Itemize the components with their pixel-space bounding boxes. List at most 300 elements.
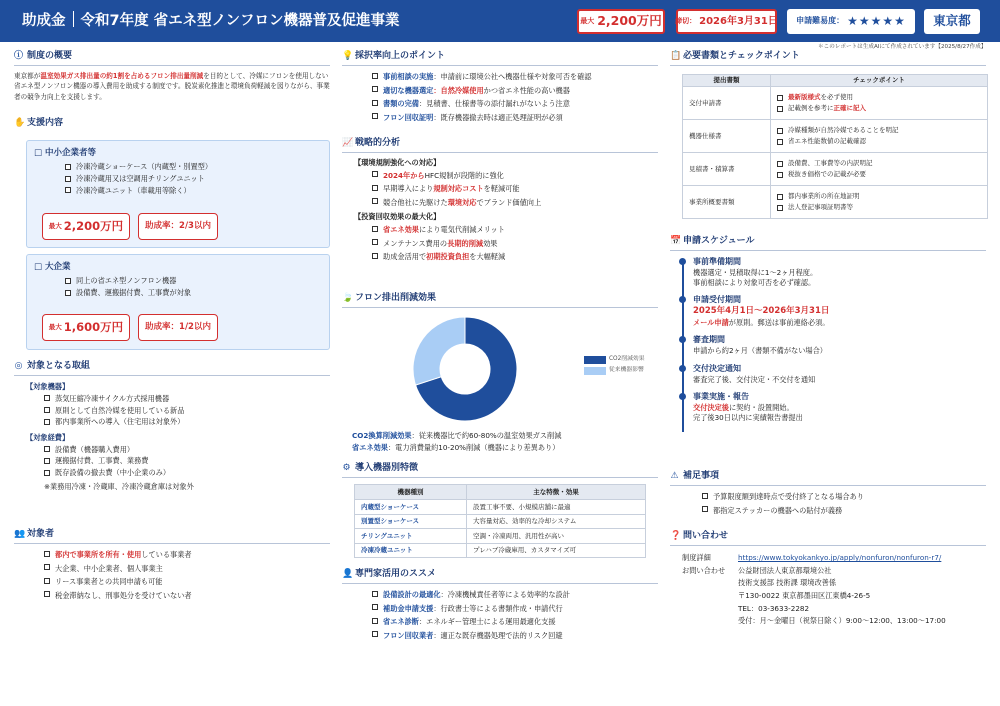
checkbox-icon xyxy=(372,113,378,119)
checklist-text xyxy=(383,251,505,263)
equipment-title: 導入機器別特徴 xyxy=(355,463,419,473)
checklist-text xyxy=(713,491,864,503)
max-amount-badge xyxy=(577,9,665,34)
doc-check-cell xyxy=(771,87,988,120)
checklist-text xyxy=(383,112,563,124)
item-pre: 競合他社に先駆けた xyxy=(383,197,448,207)
doc-name-cell: 見積書・積算書 xyxy=(683,153,771,186)
doc-name-cell: 機器仕様書 xyxy=(683,120,771,153)
checklist-text xyxy=(383,616,556,628)
checklist-text xyxy=(76,288,191,298)
docs-title: 必要書類とチェックポイント xyxy=(683,51,800,61)
equipment-type-cell: 冷凍冷蔵ユニット xyxy=(355,543,467,558)
equip-label: 【対象機器】 xyxy=(26,382,70,392)
equipment-row xyxy=(355,500,646,515)
step-line xyxy=(693,403,986,413)
energy-note xyxy=(352,442,652,454)
co2-text: ：従来機器比で約60-80%の温室効果ガス削減 xyxy=(411,431,562,440)
equipment-type-cell: チリングユニット xyxy=(355,529,467,544)
docs-heading xyxy=(670,50,986,66)
doc-name-cell: 交付申請書 xyxy=(683,87,771,120)
item-text: 冷凍冷蔵ユニット（車載用等除く） xyxy=(76,185,191,195)
calendar-icon: 📅 xyxy=(670,235,682,246)
doc-check-item xyxy=(777,126,981,135)
checklist-text xyxy=(55,445,134,455)
sme-title: □ 中小企業者等 xyxy=(34,148,96,158)
targets-section xyxy=(14,360,330,492)
contact-line: 公益財団法人東京都環境公社 xyxy=(738,565,832,575)
schedule-step xyxy=(676,257,986,287)
expert-list xyxy=(372,589,658,641)
eligible-list xyxy=(44,549,330,601)
deadline-badge xyxy=(676,9,777,34)
item-text: 都内事業所への導入（住宅用は対象外） xyxy=(55,417,185,427)
docs-row xyxy=(683,120,988,153)
step-line xyxy=(693,278,986,288)
checklist-text xyxy=(788,126,899,135)
clipboard-check-icon: 📋 xyxy=(670,50,682,61)
item-pre: 助成金活用で xyxy=(383,252,427,262)
item-rest: でブランド価値向上 xyxy=(476,197,542,207)
checkbox-icon xyxy=(65,187,71,193)
checkbox-icon xyxy=(44,419,50,425)
item-highlight: 2024年から xyxy=(383,170,425,180)
legend-item-co2 xyxy=(584,356,645,364)
large-rate: 助成率：1/2以内 xyxy=(145,321,211,332)
checklist-text xyxy=(788,93,853,102)
item-text: 都指定ステッカーの機器への貼付が義務 xyxy=(713,505,843,515)
adoption-title: 採択率向上のポイント xyxy=(355,51,446,61)
docs-header-row xyxy=(683,75,988,87)
overview-text-part: 温室効果ガス排出量の約1割を占めるフロン排出量削減 xyxy=(40,72,204,81)
contact-section xyxy=(670,530,986,628)
env-item xyxy=(372,170,658,182)
doc-check-item xyxy=(777,137,981,146)
checkbox-icon xyxy=(372,253,378,259)
adoption-section xyxy=(342,50,658,125)
inv-item xyxy=(372,251,658,263)
large-title: □ 大企業 xyxy=(34,262,71,272)
effect-section xyxy=(342,292,658,313)
expert-heading xyxy=(342,568,658,584)
item-highlight: 初期投資負担 xyxy=(426,252,470,262)
item-highlight: 最新版様式 xyxy=(788,93,821,102)
docs-row xyxy=(683,87,988,120)
contact-line: 〒130-0022 東京都墨田区江東橋4-26-5 xyxy=(738,590,871,600)
checklist-text xyxy=(383,238,497,250)
equipment-feature-cell: プレハブ冷蔵庫用、カスタマイズ可 xyxy=(467,543,646,558)
cost-label: 【対象経費】 xyxy=(26,433,70,443)
support-heading xyxy=(14,117,330,129)
item-bold: 書類の完備 xyxy=(383,99,419,109)
overview-title: 制度の概要 xyxy=(27,51,73,61)
co2-note xyxy=(352,430,652,442)
strategy-section xyxy=(342,137,658,265)
eligible-item xyxy=(44,563,330,575)
checklist-text xyxy=(383,603,563,615)
item-highlight: 長期的削減 xyxy=(447,238,484,248)
checkbox-icon xyxy=(372,239,378,245)
legend-item-old xyxy=(584,367,645,375)
checkbox-icon xyxy=(372,226,378,232)
category-label: 助成金 xyxy=(22,12,66,29)
item-highlight: 都内で事業所を所有・使用 xyxy=(55,550,142,560)
schedule-step xyxy=(676,335,986,356)
item-rest: 冷媒種類が自然冷媒であることを明記 xyxy=(788,126,899,135)
effect-heading xyxy=(342,292,658,308)
checkbox-icon xyxy=(44,578,50,584)
warning-icon: ⚠ xyxy=(670,470,679,481)
schedule-step xyxy=(676,364,986,385)
item-highlight: メール申請 xyxy=(693,317,729,327)
step-line xyxy=(693,375,986,385)
equipment-header-type: 機器種別 xyxy=(355,485,467,500)
effect-donut-chart xyxy=(410,314,520,424)
item-rest: により電気代削減メリット xyxy=(418,225,505,235)
item-rest: 法人登記事項証明書等 xyxy=(788,203,853,212)
docs-row xyxy=(683,153,988,186)
item-text: 既存設備の撤去費（中小企業のみ） xyxy=(55,468,171,478)
strategy-title: 戦略的分析 xyxy=(355,138,401,148)
item-rest: ：冷凍機械責任者等による効率的な設計 xyxy=(440,590,570,600)
item-bold: フロン回収証明 xyxy=(383,112,434,122)
sme-rate-pill xyxy=(138,213,218,240)
expert-title: 専門家活用のススメ xyxy=(355,569,437,579)
checklist-text xyxy=(55,456,148,466)
sme-max-pill xyxy=(42,213,130,240)
env-list xyxy=(372,170,658,209)
step-title: 審査期間 xyxy=(693,335,725,345)
checklist-text xyxy=(55,406,184,416)
item-rest: ：見積書、仕様書等の添付漏れがないよう注意 xyxy=(418,99,570,109)
user-tie-icon: 👤 xyxy=(342,568,354,579)
item-rest: かつ省エネ性能の高い機器 xyxy=(483,85,570,95)
doc-check-item xyxy=(777,93,981,102)
docs-header-doc: 提出書類 xyxy=(683,75,771,87)
equipment-header-features: 主な特徴・効果 xyxy=(467,485,646,500)
checkbox-icon xyxy=(372,73,378,79)
item-text: 予算限度額到達時点で受付終了となる場合あり xyxy=(713,492,864,502)
contact-inquiry-row xyxy=(682,565,986,628)
checkbox-icon xyxy=(777,95,783,101)
checklist-text xyxy=(383,197,541,209)
org-badge: 東京都 xyxy=(924,9,980,34)
checkbox-icon xyxy=(777,161,783,167)
gear-icon: ⚙ xyxy=(342,462,351,473)
step-period: 2025年4月1日〜2026年3月31日 xyxy=(693,306,830,317)
checkbox-icon xyxy=(44,564,50,570)
item-rest: ：エネルギー管理士による運用最適化支援 xyxy=(418,617,556,627)
strategy-heading xyxy=(342,137,658,153)
checklist-text xyxy=(713,505,842,517)
checklist-text xyxy=(55,549,192,561)
item-text: 運搬据付費、工事費、業務費 xyxy=(55,456,149,466)
item-rest: ：申請前に環境公社へ機器仕様や対象可否を確認 xyxy=(433,72,592,82)
supplement-list xyxy=(702,491,986,516)
adoption-heading xyxy=(342,50,658,66)
checkbox-icon xyxy=(372,198,378,204)
checkbox-icon xyxy=(372,604,378,610)
overview-text xyxy=(14,71,330,102)
equipment-type-cell: 別置型ショーケース xyxy=(355,514,467,529)
item-text: 原則として自然冷媒を使用している新品 xyxy=(55,405,185,415)
step-line xyxy=(693,413,986,423)
eligible-title: 対象者 xyxy=(27,529,55,539)
adoption-list xyxy=(372,71,658,123)
checklist-text xyxy=(788,203,853,212)
adoption-item xyxy=(372,98,658,110)
page-title xyxy=(0,11,400,32)
checklist-text xyxy=(76,186,191,196)
checkbox-icon xyxy=(44,591,50,597)
doc-check-item xyxy=(777,203,981,212)
targets-heading xyxy=(14,360,330,376)
env-item xyxy=(372,183,658,195)
item-rest: 税金滞納なし、刑事処分を受けていない者 xyxy=(55,590,192,600)
equipment-heading xyxy=(342,462,658,478)
item-rest: している事業者 xyxy=(141,550,192,560)
step-title: 事業実施・報告 xyxy=(693,392,749,402)
equipment-header-row xyxy=(355,485,646,500)
large-max-amount: 1,600万円 xyxy=(63,319,124,334)
checkbox-icon xyxy=(44,395,50,401)
lightbulb-icon: 💡 xyxy=(342,50,354,61)
sme-max-amount: 2,200万円 xyxy=(63,218,124,233)
equipment-feature-cell: 空調・冷凍両用、汎用性が高い xyxy=(467,529,646,544)
legend-swatch-old xyxy=(584,367,606,375)
difficulty-stars: ★★★★★ xyxy=(847,14,906,29)
timeline-dot xyxy=(679,393,686,400)
checklist-text xyxy=(76,174,205,184)
targets-title: 対象となる取組 xyxy=(27,361,91,371)
cost-item xyxy=(44,468,330,478)
item-highlight: 規制対応コスト xyxy=(433,184,484,194)
equip-item xyxy=(44,417,330,427)
support-title: 支援内容 xyxy=(27,118,64,128)
step-line xyxy=(693,318,986,328)
checkbox-icon xyxy=(372,171,378,177)
checkbox-icon xyxy=(44,551,50,557)
checkbox-icon xyxy=(44,407,50,413)
item-highlight: 交付決定後 xyxy=(693,403,729,413)
item-rest: 大企業、中小企業者、個人事業主 xyxy=(55,563,163,573)
checkbox-icon xyxy=(44,470,50,476)
checklist-text xyxy=(383,630,563,642)
supplement-item xyxy=(702,505,986,517)
timeline-dot xyxy=(679,336,686,343)
difficulty-label: 申請難易度： xyxy=(796,16,845,26)
item-rest: リース事業者との共同申請も可能 xyxy=(55,577,163,587)
large-max-pill xyxy=(42,314,130,341)
equipment-row xyxy=(355,529,646,544)
legend-label-old: 従来機器影響 xyxy=(609,367,644,374)
checkbox-icon xyxy=(777,172,783,178)
cost-item xyxy=(44,445,330,455)
checklist-text xyxy=(383,98,570,110)
doc-check-item xyxy=(777,192,981,201)
item-rest: 効果 xyxy=(483,238,498,248)
item-rest: HFC規制が段階的に強化 xyxy=(424,170,504,180)
large-item-list xyxy=(65,276,329,297)
deadline-prefix: 締切： xyxy=(675,16,697,25)
item-highlight: 省エネ効果 xyxy=(383,225,419,235)
supplement-item xyxy=(702,491,986,503)
step-title: 申請受付期間 xyxy=(693,295,741,305)
checkbox-icon xyxy=(777,139,783,145)
item-bold: 事前相談の実施 xyxy=(383,72,434,82)
handshake-icon: ✋ xyxy=(14,117,26,128)
eligible-section xyxy=(14,528,330,603)
overview-text-part: を目的として、冷媒にフロンを使用しない省エネ型ノンフロン機器の導入費用を助成する制度です。脱炭素化推進と環境負荷軽減を図りながら、事業者の競争力向上を支援します。 xyxy=(14,72,330,101)
item-highlight: 正確に記入 xyxy=(833,104,866,113)
eligible-item xyxy=(44,576,330,588)
doc-check-cell xyxy=(771,153,988,186)
item-highlight: 環境対応 xyxy=(447,197,477,207)
cost-list xyxy=(44,445,330,478)
support-item xyxy=(65,288,329,298)
env-label: 【環境規制強化への対応】 xyxy=(354,158,441,168)
eligible-item xyxy=(44,549,330,561)
item-text: 冷凍冷蔵ショーケース（内蔵型・別置型） xyxy=(76,162,213,172)
title-divider xyxy=(73,11,74,27)
large-max-prefix: 最大 xyxy=(48,323,62,332)
equipment-row xyxy=(355,543,646,558)
step-title: 事前準備期間 xyxy=(693,257,741,267)
schedule-title: 申請スケジュール xyxy=(683,236,755,246)
checklist-text xyxy=(788,192,860,201)
item-rest: 設備費、工事費等の内訳明記 xyxy=(788,159,873,168)
eligible-heading xyxy=(14,528,330,544)
adoption-item xyxy=(372,85,658,97)
checkbox-icon xyxy=(702,506,708,512)
support-item xyxy=(65,186,329,196)
max-amount: 2,200万円 xyxy=(597,13,662,29)
checklist-text xyxy=(55,394,169,404)
item-rest: 税抜き価格での記載が必要 xyxy=(788,170,866,179)
checklist-text xyxy=(788,170,866,179)
equipment-type-cell: 内蔵型ショーケース xyxy=(355,500,467,515)
checklist-text xyxy=(55,576,162,588)
checkbox-icon xyxy=(372,618,378,624)
contact-url-link[interactable]: https://www.tokyokankyo.jp/apply/nonfuron/nonfuron-r7/ xyxy=(738,553,942,563)
checkbox-icon xyxy=(702,493,708,499)
contact-title: 問い合わせ xyxy=(683,531,729,541)
item-rest: を必ず使用 xyxy=(820,93,853,102)
support-item xyxy=(65,174,329,184)
item-rest: が原則。郵送は事前連絡必須。 xyxy=(728,317,830,327)
doc-check-cell xyxy=(771,120,988,153)
sme-item-list xyxy=(65,162,329,195)
max-prefix: 最大 xyxy=(580,16,595,25)
expert-item xyxy=(372,589,658,601)
item-text: 設備費（機器購入費用） xyxy=(55,444,135,454)
equipment-feature-cell: 設置工事不要、小規模店舗に最適 xyxy=(467,500,646,515)
doc-check-item xyxy=(777,170,981,179)
item-rest: ：既存機器撤去時は適正処理証明が必須 xyxy=(433,112,563,122)
program-title: 令和7年度 省エネ型ノンフロン機器普及促進事業 xyxy=(80,12,400,29)
item-highlight: ：自然冷媒使用 xyxy=(433,85,484,95)
support-item xyxy=(65,276,329,286)
chart-legend xyxy=(584,356,645,375)
item-bold: 補助金申請支援 xyxy=(383,603,434,613)
item-rest: ：行政書士等による書類作成・申請代行 xyxy=(433,603,563,613)
leaf-icon: 🍃 xyxy=(342,292,354,303)
checkbox-icon xyxy=(777,205,783,211)
step-line xyxy=(693,346,986,356)
donut-slice-old xyxy=(413,317,465,385)
support-item xyxy=(65,162,329,172)
energy-text: ：電力消費量約10-20%削減（機器により差異あり） xyxy=(387,442,560,452)
effect-title: フロン排出削減効果 xyxy=(355,293,437,303)
item-rest: を大幅軽減 xyxy=(469,252,506,262)
item-bold: 省エネ診断 xyxy=(383,617,419,627)
overview-heading xyxy=(14,50,330,66)
step-line xyxy=(693,268,986,278)
checkbox-icon xyxy=(372,591,378,597)
checkbox-icon xyxy=(777,194,783,200)
item-bold: フロン回収業者 xyxy=(383,630,434,640)
info-icon: ⓘ xyxy=(14,50,24,61)
contact-heading xyxy=(670,530,986,546)
item-rest: に契約・設置開始。 xyxy=(728,403,794,413)
supplement-heading xyxy=(670,470,986,486)
contact-body xyxy=(682,552,986,628)
item-bold: 適切な機器選定 xyxy=(383,85,434,95)
checklist-text xyxy=(55,468,170,478)
question-icon: ❓ xyxy=(670,530,682,541)
contact-line: 受付：月〜金曜日（祝祭日除く）9:00〜12:00、13:00〜17:00 xyxy=(738,616,946,626)
step-title: 交付決定通知 xyxy=(693,363,741,373)
checkbox-icon xyxy=(372,100,378,106)
inv-list xyxy=(372,224,658,263)
checkbox-icon xyxy=(44,446,50,452)
item-rest: 省エネ性能数値の記載確認 xyxy=(788,137,866,146)
item-rest: を軽減可能 xyxy=(483,184,520,194)
expert-item xyxy=(372,630,658,642)
checklist-text xyxy=(383,183,520,195)
effect-notes xyxy=(352,430,652,453)
equipment-table xyxy=(354,484,646,558)
contact-detail-label: 制度詳細 xyxy=(682,553,711,563)
equip-item xyxy=(44,406,330,416)
target-icon: ◎ xyxy=(14,360,23,371)
schedule-step xyxy=(676,295,986,327)
checkbox-icon xyxy=(65,290,71,296)
checklist-text xyxy=(383,85,570,97)
item-pre: 早期導入により xyxy=(383,184,434,194)
overview-text-part: 東京都が xyxy=(14,72,41,81)
item-pre: メンテナンス費用の xyxy=(383,238,448,248)
item-rest: 機器選定・見積取得に1〜2ヶ月程度。 xyxy=(693,267,818,277)
inv-item xyxy=(372,238,658,250)
doc-check-item xyxy=(777,104,981,113)
checkbox-icon xyxy=(372,631,378,637)
checklist-text xyxy=(55,417,184,427)
checkbox-icon xyxy=(372,86,378,92)
checklist-text xyxy=(788,104,866,113)
checkbox-icon xyxy=(372,185,378,191)
checklist-text xyxy=(76,276,176,286)
checkbox-icon xyxy=(44,458,50,464)
legend-swatch-co2 xyxy=(584,356,606,364)
checkbox-icon xyxy=(65,164,71,170)
checklist-text xyxy=(383,71,591,83)
item-text: 蒸気圧縮冷凍サイクル方式採用機器 xyxy=(55,393,170,403)
item-rest: 事前相談により対象可否を必ず確認。 xyxy=(693,277,816,287)
equipment-row xyxy=(355,514,646,529)
schedule-section xyxy=(670,235,986,431)
checkbox-icon xyxy=(777,128,783,134)
